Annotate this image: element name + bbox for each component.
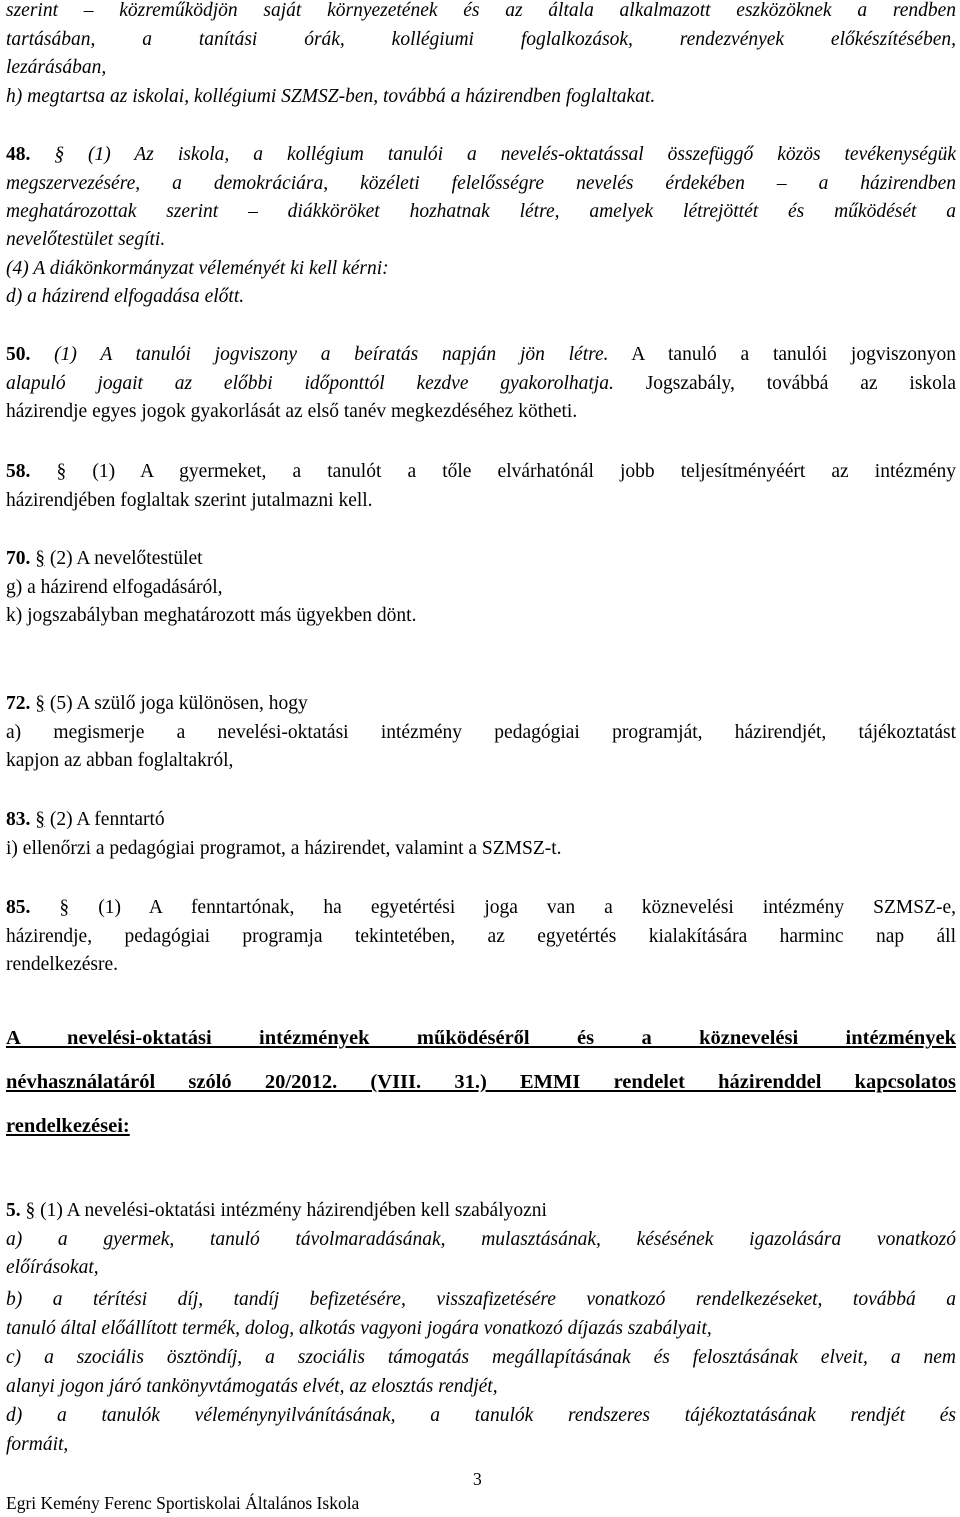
paragraph-number: 72. [6,693,31,714]
text-line: tanuló által előállított termék, dolog, alkotás vagyoni jogára vonatkozó díjazás szabályait, [6,1318,712,1339]
text-span: (1) A fenntartónak, ha egyetértési joga van a köznevelési intézmény SZMSZ-e, [69,897,957,918]
section-heading: A nevelési-oktatási intézmények működéséről és a köznevelési intézmények [6,1027,956,1049]
section-heading: rendelkezései: [6,1115,130,1137]
paragraph-83-line [6,808,956,832]
paragraph-number: 83. [6,809,31,830]
paragraph-85-line [6,896,956,920]
text-span: (1) Az iskola, a kollégium tanulói a nevelés-oktatással összefüggő közös tevékenységük [64,144,956,165]
text-line: házirendjében foglaltak szerint jutalmazni kell. [6,490,373,511]
text-line: tartásában, a tanítási órák, kollégiumi foglalkozások, rendezvények előkészítésében, [6,29,956,50]
text-span: Jogszabály, továbbá az iskola [613,373,956,394]
text-span: (1) A tanulói jogviszony a beíratás napján jön létre. [30,344,609,365]
section-sign: § [35,809,45,830]
text-line: rendelkezésre. [6,954,119,975]
text-line: kapjon az abban foglaltakról, [6,750,234,771]
paragraph-72-line [6,692,956,716]
text-span: (1) A gyermeket, a tanulót a tőle elvárhatónál jobb teljesítményéért az intézmény [66,461,957,482]
section-sign: § [56,461,67,482]
text-line: a) a gyermek, tanuló távolmaradásának, mulasztásának, késésének igazolására vonatkozó [6,1229,956,1250]
paragraph-number: 5. [6,1200,21,1221]
text-line: házirendje, pedagógiai programja tekintetében, az egyetértés kialakítására harminc nap áll [6,926,956,947]
paragraph-number: 50. [6,344,31,365]
text-span: alapuló jogait az előbbi időponttól kezdve gyakorolhatja. [6,373,614,394]
text-line: b) a térítési díj, tandíj befizetésére, visszafizetésére vonatkozó rendelkezéseket, továbbá a [6,1289,956,1310]
text-line: szerint – közreműködjön saját környezetének és az általa alkalmazott eszközöknek a rendben [6,0,956,21]
text-line: alanyi jogon járó tankönyvtámogatás elvét, az elosztás rendjét, [6,1376,498,1397]
text-span: (2) A fenntartó [45,809,165,830]
text-line: formáit, [6,1434,69,1455]
paragraph-number: 85. [6,897,31,918]
text-line: nevelőtestület segíti. [6,229,166,250]
section-heading: névhasználatáról szóló 20/2012. (VIII. 31.) EMMI rendelet házirenddel kapcsolatos [6,1071,956,1093]
section-sign: § [59,897,70,918]
paragraph-58-line [6,460,956,484]
section-sign: § [25,1200,36,1221]
text-line: c) a szociális ösztöndíj, a szociális támogatás megállapításának és felosztásának elveit, a nem [6,1347,956,1368]
text-span: A tanuló a tanulói jogviszonyon [608,344,956,365]
text-line [6,372,956,396]
paragraph-number: 58. [6,461,31,482]
section-sign: § [35,693,45,714]
footer-school-name: Egri Kemény Ferenc Sportiskolai Általános Iskola [6,1493,360,1513]
section-sign: § [54,144,65,165]
paragraph-70-line [6,547,956,571]
page-number: 3 [473,1469,482,1489]
text-line: h) megtartsa az iskolai, kollégiumi SZMSZ-ben, továbbá a házirendben foglaltakat. [6,86,656,107]
text-line: (4) A diákönkormányzat véleményét ki kell kérni: [6,258,389,279]
text-span: (2) A nevelőtestület [45,548,203,569]
paragraph-5-line [6,1199,956,1223]
paragraph-number: 70. [6,548,31,569]
paragraph-50-line [6,343,956,367]
text-line: a) megismerje a nevelési-oktatási intézmény pedagógiai programját, házirendjét, tájékoztatást [6,722,956,743]
text-line: g) a házirend elfogadásáról, [6,577,223,598]
text-span: (1) A nevelési-oktatási intézmény házirendjében kell szabályozni [35,1200,547,1221]
text-line: meghatározottak szerint – diákköröket hozhatnak létre, amelyek létrejöttét és működését a [6,201,956,222]
paragraph-48-line [6,143,956,167]
section-sign: § [35,548,45,569]
text-line: házirendje egyes jogok gyakorlását az első tanév megkezdéséhez kötheti. [6,401,578,422]
text-line: megszervezésére, a demokráciára, közéleti felelősségre nevelés érdekében – a házirendben [6,173,956,194]
text-line: lezárásában, [6,57,107,78]
text-line: i) ellenőrzi a pedagógiai programot, a házirendet, valamint a SZMSZ-t. [6,838,562,859]
text-line: k) jogszabályban meghatározott más ügyekben dönt. [6,605,417,626]
text-line: előírásokat, [6,1257,99,1278]
text-line: d) a házirend elfogadása előtt. [6,286,245,307]
text-line: d) a tanulók véleménynyilvánításának, a tanulók rendszeres tájékoztatásának rendjét és [6,1405,956,1426]
text-span: (5) A szülő joga különösen, hogy [45,693,308,714]
paragraph-number: 48. [6,144,31,165]
